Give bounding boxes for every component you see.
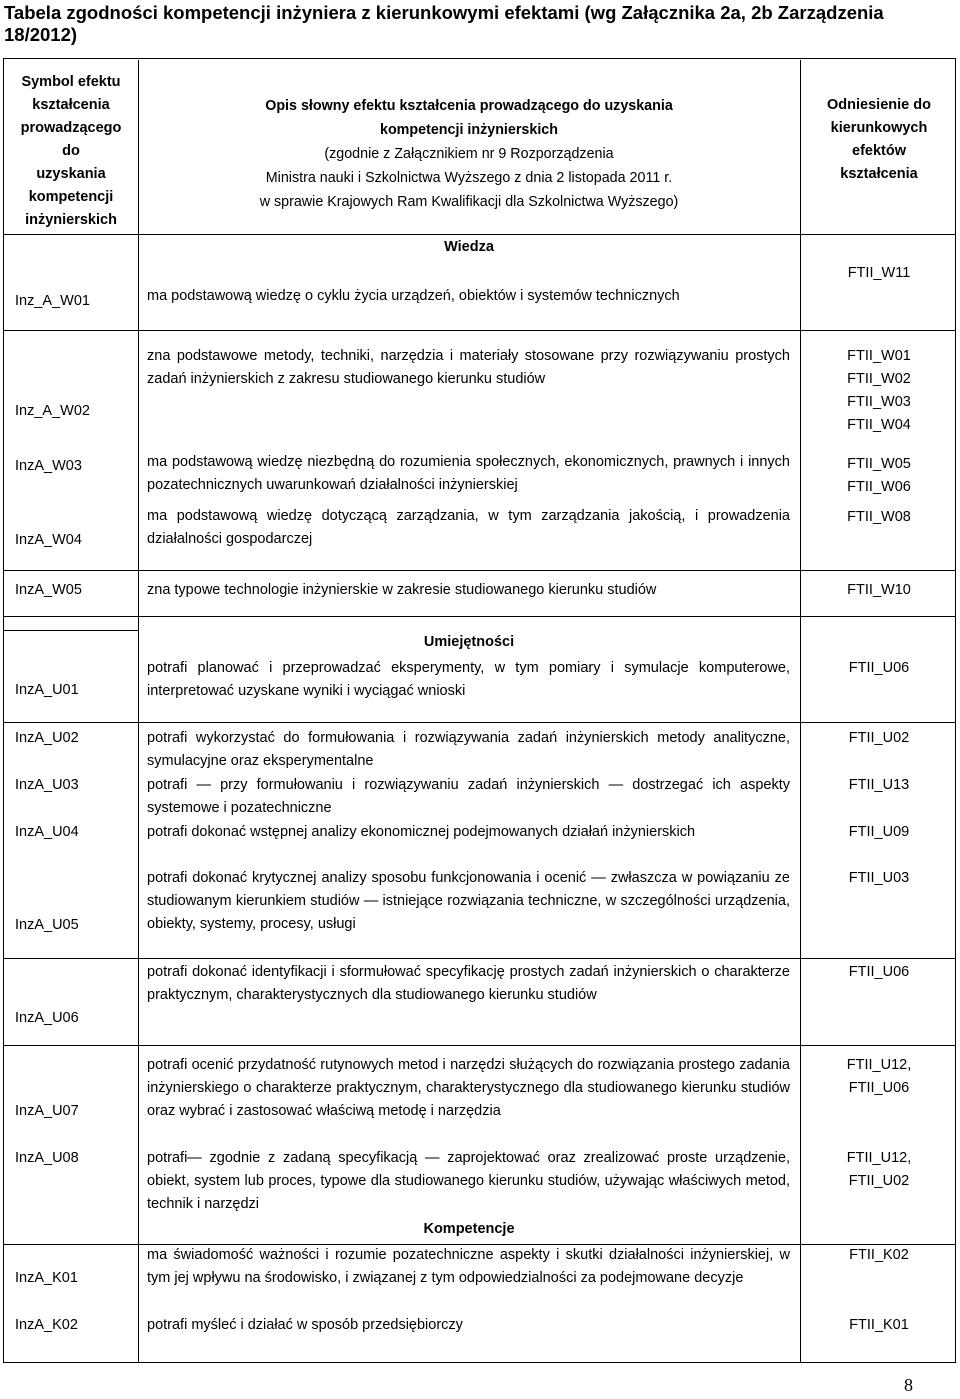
row-reference: FTII_W08 [847, 509, 911, 525]
row-symbol: Inz_A_W01 [15, 293, 90, 309]
row-reference: FTII_U06 [848, 660, 910, 676]
row-reference: FTII_W01 FTII_W02 FTII_W03 FTII_W04 [847, 348, 911, 433]
row-symbol: InzA_U08 [15, 1150, 79, 1166]
row-symbol: InzA_U06 [15, 1010, 79, 1026]
row-symbol: InzA_W03 [15, 458, 82, 474]
row-description: potrafi myśleć i działać w sposób przedsiębiorczy [147, 1317, 463, 1333]
row-description: potrafi— zgodnie z zadaną specyfikacją — zaprojektować oraz zrealizować proste urządzenie, obiekt, system lub proces, typowe dla studiowanego kierunku studiów, używając właściwych metod, technik i narzędzi [147, 1150, 790, 1212]
row-reference: FTII_U02 [848, 730, 910, 746]
row-reference: FTII_W05 FTII_W06 [847, 456, 911, 495]
row-symbol: InzA_U02 [15, 730, 79, 746]
section-kompetencje: Kompetencje [423, 1221, 515, 1237]
row-divider [4, 570, 955, 571]
row-reference: FTII_U06 [848, 964, 910, 980]
row-divider [4, 330, 955, 331]
row-reference: FTII_W11 [847, 265, 911, 281]
row-reference: FTII_U12, FTII_U06 [846, 1057, 912, 1096]
row-reference: FTII_U13 [848, 777, 910, 793]
row-description: zna podstawowe metody, techniki, narzędzia i materiały stosowane przy rozwiązywaniu prostych zadań inżynierskich z zakresu studiowanego kierunku studiów [147, 348, 790, 387]
row-description: potrafi dokonać krytycznej analizy sposobu funkcjonowania i ocenić — zwłaszcza w powiązaniu ze studiowanym kierunkiem studiów — istniejące rozwiązania techniczne, w szczególności urządzenia, obiekty, systemy, procesy, usługi [147, 870, 790, 932]
row-description: potrafi planować i przeprowadzać eksperymenty, w tym pomiary i symulacje komputerowe, interpretować uzyskane wyniki i wyciągać wnioski [147, 660, 790, 699]
page-number: 8 [904, 1375, 913, 1395]
row-divider [4, 616, 955, 617]
page-title: Tabela zgodności kompetencji inżyniera z kierunkowymi efektami (wg Załącznika 2a, 2b Zarządzenia 18/2012) [4, 2, 884, 45]
row-description: potrafi wykorzystać do formułowania i rozwiązywania zadań inżynierskich metody analityczne, symulacyjne oraz eksperymentalne [147, 730, 790, 769]
row-reference: FTII_U12, FTII_U02 [846, 1150, 912, 1189]
row-reference: FTII_K01 [849, 1317, 909, 1333]
header-symbol: Symbol efektu kształcenia prowadzącego do uzyskania kompetencji inżynierskich [20, 74, 122, 228]
header-description: Opis słowny efektu kształcenia prowadzącego do uzyskania kompetencji inżynierskich (zgodnie z Załącznikiem nr 9 Rozporządzenia Ministra nauki i Szkolnictwa Wyższego z dnia 2 listopada 2011 r. w sprawie Krajowych Ram Kwalifikacji dla Szkolnictwa Wyższego) [259, 98, 679, 210]
row-symbol: InzA_U01 [15, 682, 79, 698]
row-symbol: InzA_U03 [15, 777, 79, 793]
row-divider [4, 234, 955, 235]
column-divider [138, 60, 139, 1362]
header-reference: Odniesienie do kierunkowych efektów kształcenia [827, 97, 931, 182]
row-reference: FTII_W10 [847, 582, 911, 598]
row-symbol: InzA_W04 [15, 532, 82, 548]
row-symbol: InzA_U04 [15, 824, 79, 840]
row-symbol: InzA_K02 [15, 1317, 78, 1333]
row-description: potrafi ocenić przydatność rutynowych metod i narzędzi służących do rozwiązania prostego zadania inżynierskiego o charakterze praktycznym, charakterystycznego dla studiowanego kierunku studiów oraz wybrać i zastosować właściwą metodę i narzędzia [147, 1057, 790, 1119]
section-umiejetnosci: Umiejętności [423, 634, 515, 650]
row-description: ma świadomość ważności i rozumie pozatechniczne aspekty i skutki działalności inżynierskiej, w tym jej wpływu na środowisko, i związanej z tym odpowiedzialności za podejmowane decyzje [147, 1247, 790, 1286]
column-divider [800, 60, 801, 1362]
row-symbol: InzA_U07 [15, 1103, 79, 1119]
row-reference: FTII_K02 [849, 1247, 909, 1263]
row-symbol: InzA_W05 [15, 582, 82, 598]
row-description: potrafi dokonać wstępnej analizy ekonomicznej podejmowanych działań inżynierskich [147, 824, 696, 840]
row-description: ma podstawową wiedzę niezbędną do rozumienia społecznych, ekonomicznych, prawnych i innych pozatechnicznych uwarunkowań działalności inżynierskiej [147, 454, 790, 493]
row-description: potrafi dokonać identyfikacji i sformułować specyfikację prostych zadań inżynierskich o charakterze praktycznym, charakterystycznych dla studiowanego kierunku studiów [147, 964, 790, 1003]
row-description: potrafi — przy formułowaniu i rozwiązywaniu zadań inżynierskich — dostrzegać ich aspekty systemowe i pozatechniczne [147, 777, 790, 816]
row-divider [4, 722, 955, 723]
row-divider [4, 630, 139, 631]
row-symbol: Inz_A_W02 [15, 403, 90, 419]
row-reference: FTII_U09 [848, 824, 910, 840]
row-description: ma podstawową wiedzę o cyklu życia urządzeń, obiektów i systemów technicznych [147, 288, 680, 304]
row-reference: FTII_U03 [848, 870, 910, 886]
section-wiedza: Wiedza [444, 239, 494, 255]
row-symbol: InzA_U05 [15, 917, 79, 933]
row-divider [4, 1045, 955, 1046]
row-divider [4, 958, 955, 959]
row-description: zna typowe technologie inżynierskie w zakresie studiowanego kierunku studiów [147, 582, 657, 598]
row-symbol: InzA_K01 [15, 1270, 78, 1286]
row-description: ma podstawową wiedzę dotyczącą zarządzania, w tym zarządzania jakością, i prowadzenia działalności gospodarczej [147, 508, 790, 547]
